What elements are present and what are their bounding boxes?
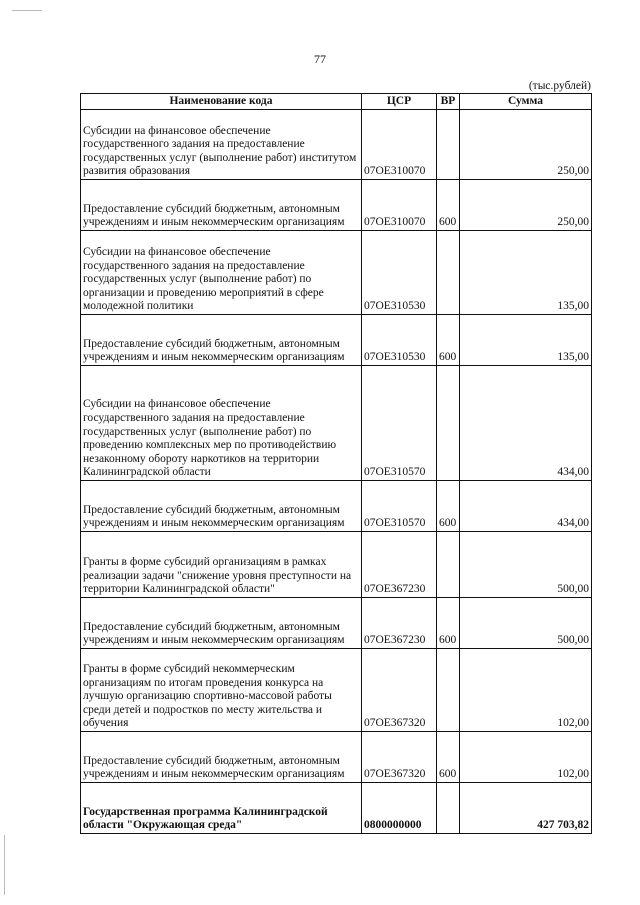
- row-name: Предоставление субсидий бюджетным, автономным учреждениям и иным некоммерческим организациям: [81, 732, 362, 783]
- row-csr: 07ОЕ310530: [362, 231, 437, 315]
- row-name: Субсидии на финансовое обеспечение государственного задания на предоставление государственных услуг (выполнение работ) по проведению комплексных мер по противодействию незаконному обороту наркотиков на территории Калининградской области: [81, 366, 362, 481]
- row-name: Предоставление субсидий бюджетным, автономным учреждениям и иным некоммерческим организациям: [81, 481, 362, 532]
- row-vr: [437, 649, 460, 732]
- total-vr: [437, 783, 460, 834]
- row-sum: 135,00: [460, 231, 592, 315]
- page-number: 77: [314, 52, 326, 66]
- row-vr: 600: [437, 732, 460, 783]
- row-csr: 07ОЕ367320: [362, 732, 437, 783]
- row-name: Предоставление субсидий бюджетным, автономным учреждениям и иным некоммерческим организациям: [81, 180, 362, 231]
- table-row: [81, 532, 592, 598]
- budget-table: [80, 93, 592, 834]
- row-sum: 434,00: [460, 366, 592, 481]
- row-csr: 07ОЕ310070: [362, 180, 437, 231]
- row-vr: 600: [437, 180, 460, 231]
- table-total-row: [81, 783, 592, 834]
- table-row: [81, 366, 592, 481]
- row-csr: 07ОЕ367230: [362, 532, 437, 598]
- row-vr: [437, 366, 460, 481]
- row-vr: 600: [437, 315, 460, 366]
- total-name: Государственная программа Калининградской области "Окружающая среда": [81, 783, 362, 834]
- header-sum: Сумма: [460, 94, 592, 110]
- header-name: Наименование кода: [81, 94, 362, 110]
- row-sum: 500,00: [460, 532, 592, 598]
- table-header-row: [81, 94, 592, 110]
- table-row: [81, 481, 592, 532]
- row-csr: 07ОЕ310570: [362, 366, 437, 481]
- row-sum: 434,00: [460, 481, 592, 532]
- total-sum: 427 703,82: [460, 783, 592, 834]
- row-name: Предоставление субсидий бюджетным, автономным учреждениям и иным некоммерческим организациям: [81, 598, 362, 649]
- row-sum: 500,00: [460, 598, 592, 649]
- scan-mark-left-edge: [4, 835, 5, 895]
- row-vr: 600: [437, 598, 460, 649]
- row-csr: 07ОЕ310570: [362, 481, 437, 532]
- row-sum: 250,00: [460, 180, 592, 231]
- row-vr: 600: [437, 481, 460, 532]
- header-csr: ЦСР: [362, 94, 437, 110]
- row-csr: 07ОЕ310530: [362, 315, 437, 366]
- row-vr: [437, 532, 460, 598]
- row-name: Гранты в форме субсидий некоммерческим организациям по итогам проведения конкурса на лучшую организацию спортивно-массовой работы среди детей и подростков по месту жительства и обучения: [81, 649, 362, 732]
- row-sum: 102,00: [460, 732, 592, 783]
- row-csr: 07ОЕ310070: [362, 110, 437, 180]
- total-csr: 0800000000: [362, 783, 437, 834]
- row-csr: 07ОЕ367320: [362, 649, 437, 732]
- row-name: Субсидии на финансовое обеспечение государственного задания на предоставление государственных услуг (выполнение работ) институтом развития образования: [81, 110, 362, 180]
- row-sum: 250,00: [460, 110, 592, 180]
- table-row: [81, 180, 592, 231]
- row-sum: 135,00: [460, 315, 592, 366]
- table-row: [81, 110, 592, 180]
- row-name: Гранты в форме субсидий организациям в рамках реализации задачи "снижение уровня преступности на территории Калининградской области": [81, 532, 362, 598]
- table-row: [81, 649, 592, 732]
- table-row: [81, 231, 592, 315]
- units-label: (тыс.рублей): [528, 80, 591, 92]
- row-name: Предоставление субсидий бюджетным, автономным учреждениям и иным некоммерческим организациям: [81, 315, 362, 366]
- table-row: [81, 598, 592, 649]
- row-vr: [437, 110, 460, 180]
- row-name: Субсидии на финансовое обеспечение государственного задания на предоставление государственных услуг (выполнение работ) по организации и проведению мероприятий в сфере молодежной политики: [81, 231, 362, 315]
- row-sum: 102,00: [460, 649, 592, 732]
- scan-mark-top: [12, 10, 42, 11]
- table-row: [81, 315, 592, 366]
- header-vr: ВР: [437, 94, 460, 110]
- table-row: [81, 732, 592, 783]
- row-csr: 07ОЕ367230: [362, 598, 437, 649]
- row-vr: [437, 231, 460, 315]
